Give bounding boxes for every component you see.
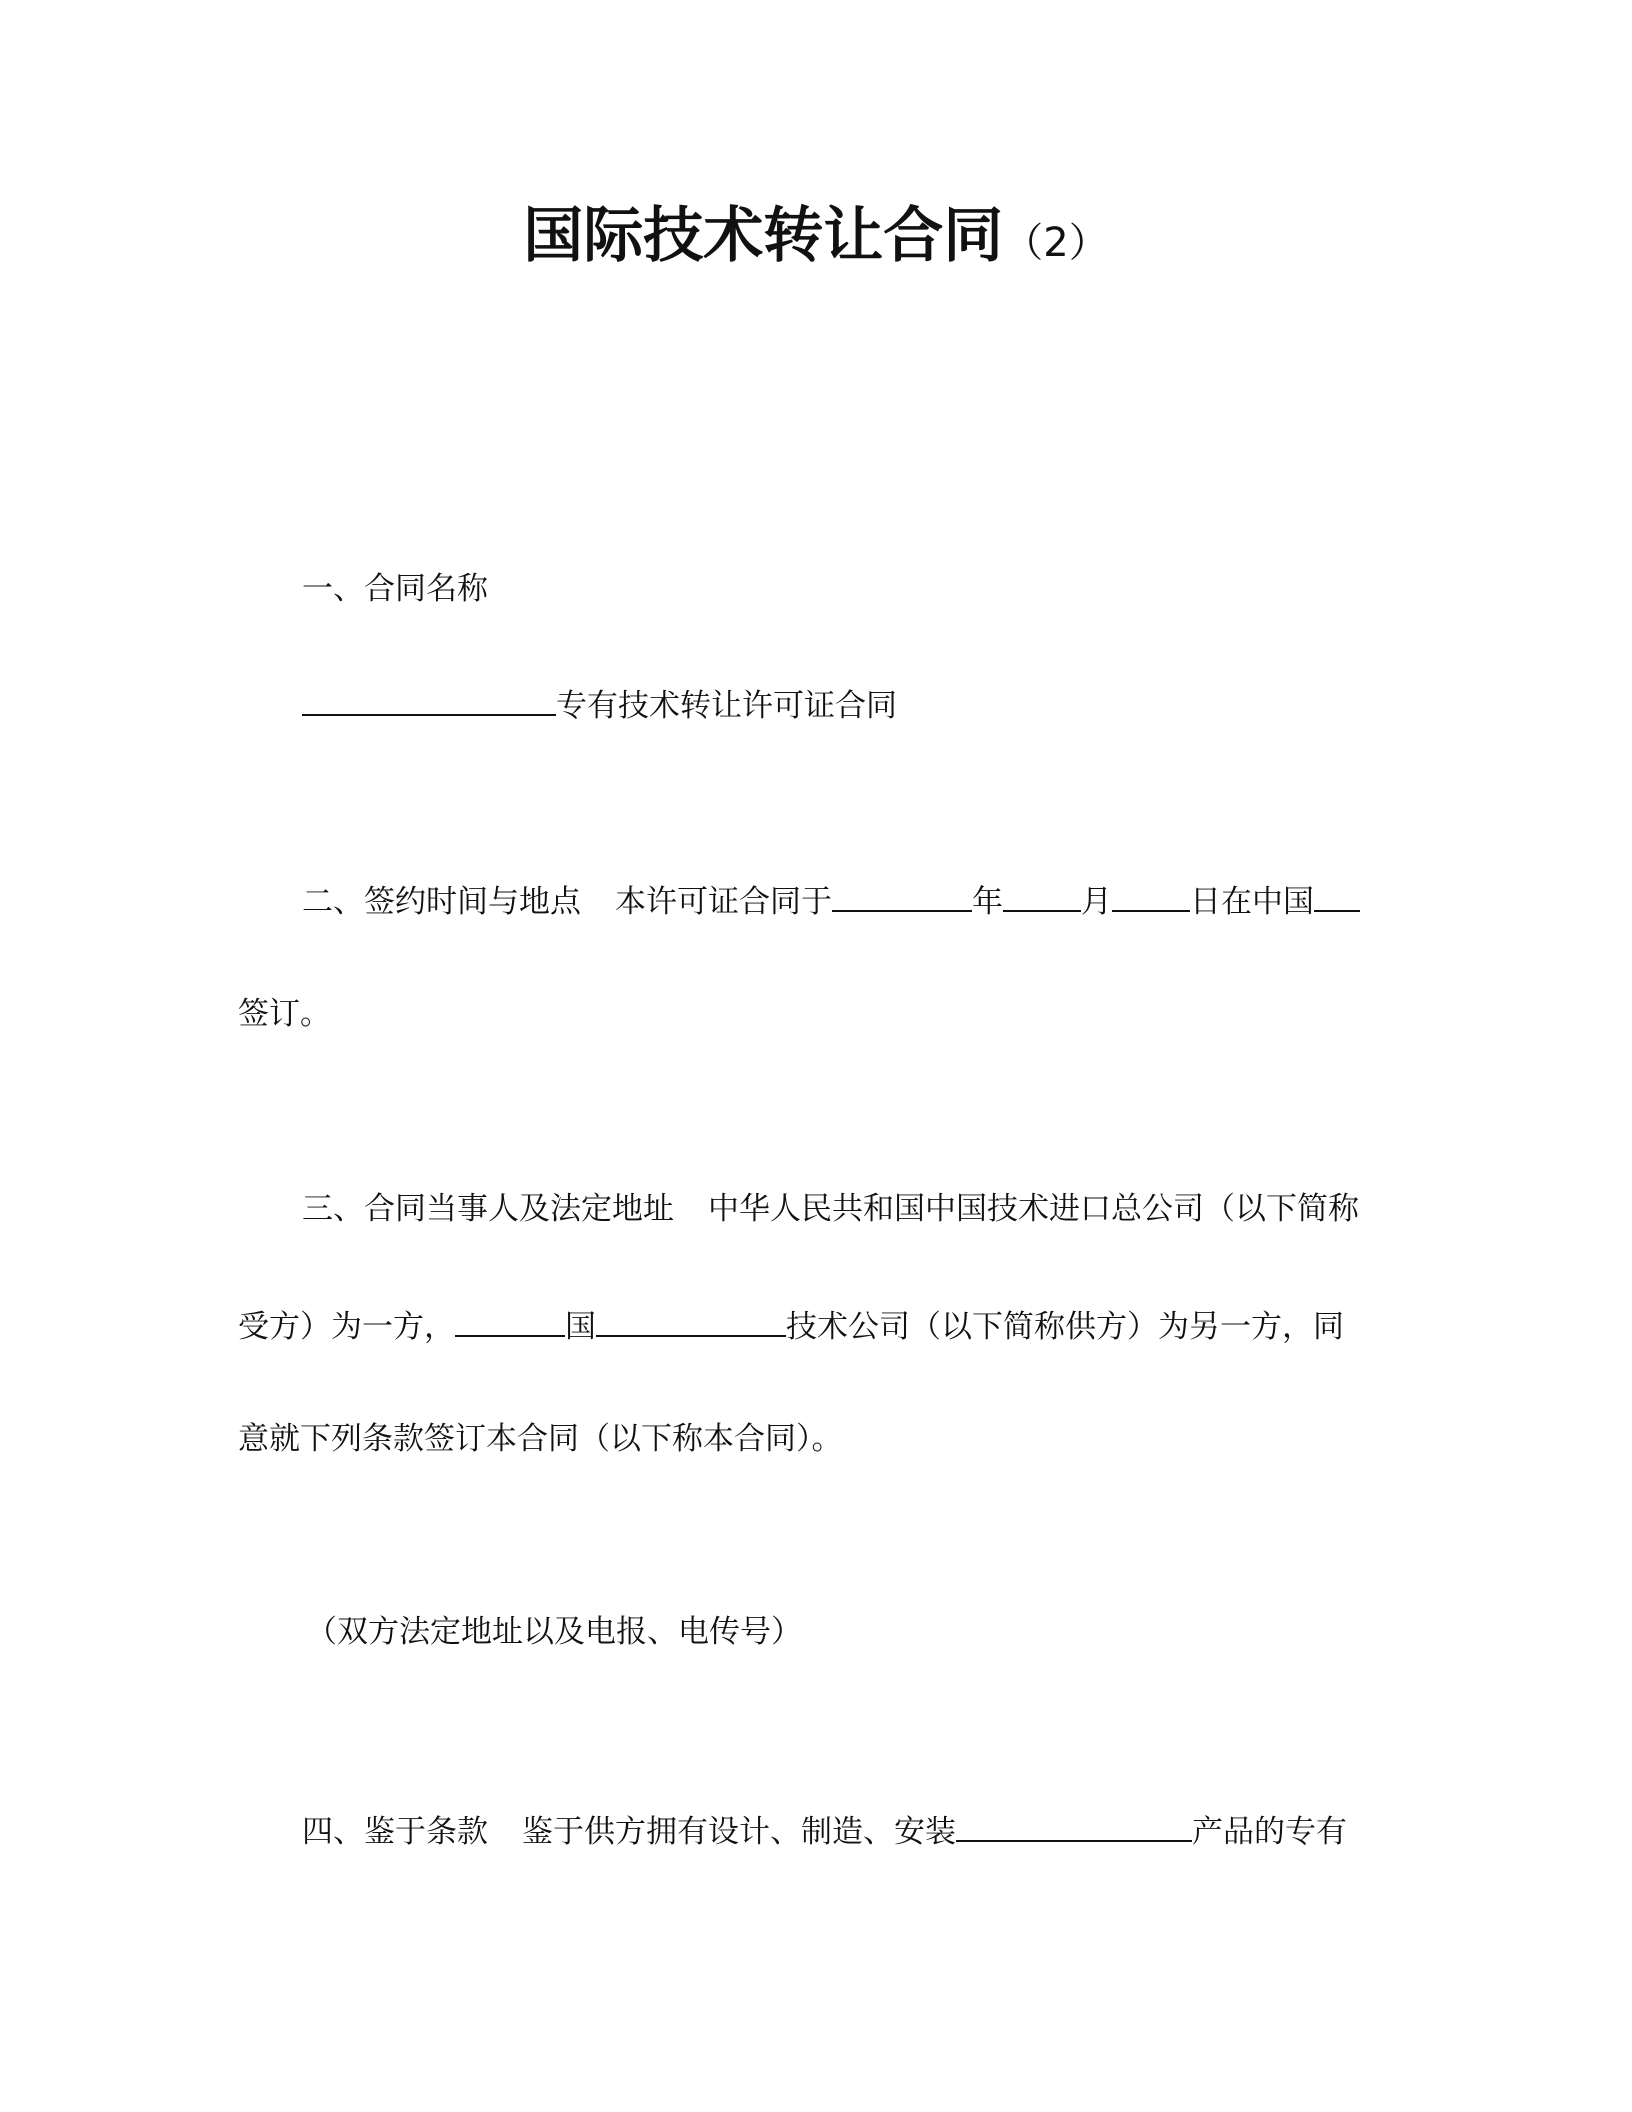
day-place-label: 日在中国 xyxy=(1190,884,1314,920)
section-3-heading: 三、合同当事人及法定地址 xyxy=(302,1191,674,1227)
month-label: 月 xyxy=(1081,884,1112,920)
place-blank xyxy=(1314,878,1360,912)
signing-text: 本许可证合同于 xyxy=(615,884,832,920)
country-blank xyxy=(455,1303,565,1337)
company-blank xyxy=(596,1303,786,1337)
contract-name-blank xyxy=(302,682,556,716)
contract-name-line xyxy=(302,682,897,727)
day-blank xyxy=(1112,878,1190,912)
section-3-line-1: 三、合同当事人及法定地址 中华人民共和国中国技术进口总公司（以下简称 xyxy=(302,1191,1359,1227)
year-label: 年 xyxy=(972,884,1003,920)
section-2-line xyxy=(302,878,1360,923)
title-text: 国际技术转让合同 xyxy=(523,201,1004,271)
section-3-line-2: 受方）为一方， 国 技术公司（以下简称供方）为另一方，同 xyxy=(238,1303,1344,1348)
section-3-note: （双方法定地址以及电报、电传号） xyxy=(306,1614,802,1650)
month-blank xyxy=(1003,878,1081,912)
title-suffix: （2） xyxy=(1003,220,1109,266)
year-blank xyxy=(832,878,972,912)
section-3-line-3: 意就下列条款签订本合同（以下称本合同）。 xyxy=(238,1421,843,1457)
section-2-heading: 二、签约时间与地点 xyxy=(302,884,581,920)
contract-name-suffix: 专有技术转让许可证合同 xyxy=(556,688,897,724)
product-blank xyxy=(956,1808,1192,1842)
section-4-line: 四、鉴于条款 鉴于供方拥有设计、制造、安装 产品的专有 xyxy=(302,1808,1347,1853)
document-title xyxy=(0,196,1632,283)
section-1-heading: 一、合同名称 xyxy=(302,571,488,607)
section-4-heading: 四、鉴于条款 xyxy=(302,1814,488,1850)
section-2-end: 签订。 xyxy=(238,996,331,1032)
